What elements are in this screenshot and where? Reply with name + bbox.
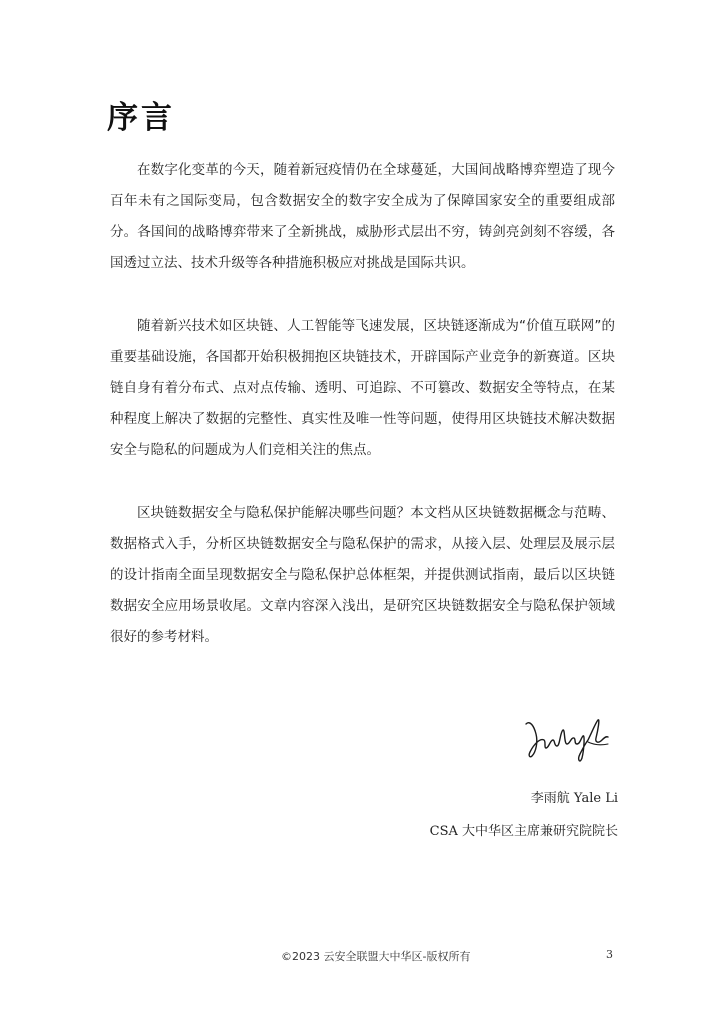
signatory-name: 李雨航 Yale Li: [530, 791, 618, 806]
page-footer: [0, 948, 724, 968]
page-number: 3: [606, 948, 613, 961]
paragraph-2: 随着新兴技术如区块链、人工智能等飞速发展，区块链逐渐成为“价值互联网”的重要基础设施，各国都开始积极拥抱区块链技术，开辟国际产业竞争的新赛道。区块链自身有着分布式、点对点传输、透明、可追踪、不可篡改、数据安全等特点，在某种程度上解决了数据的完整性、真实性及唯一性等问题，使得用区块链技术解决数据安全与隐私的问题成为人们竞相关注的焦点。: [110, 318, 615, 458]
signatory-title: CSA 大中华区主席兼研究院院长: [429, 824, 618, 839]
copyright-notice: ©2023 云安全联盟大中华区-版权所有: [281, 950, 471, 963]
paragraph-3: 区块链数据安全与隐私保护能解决哪些问题？本文档从区块链数据概念与范畴、数据格式入手，分析区块链数据安全与隐私保护的需求，从接入层、处理层及展示层的设计指南全面呈现数据安全与隐私保护总体框架，并提供测试指南，最后以区块链数据安全应用场景收尾。文章内容深入浅出，是研究区块链数据安全与隐私保护领域很好的参考材料。: [110, 505, 615, 645]
page-title: 序言: [107, 100, 175, 136]
handwritten-signature: [522, 710, 612, 770]
paragraph-1: 在数字化变革的今天，随着新冠疫情仍在全球蔓延，大国间战略博弈塑造了现今百年未有之国际变局，包含数据安全的数字安全成为了保障国家安全的重要组成部分。各国间的战略博弈带来了全新挑战，威胁形式层出不穷，铸剑亮剑刻不容缓，各国透过立法、技术升级等各种措施积极应对挑战是国际共识。: [110, 162, 615, 271]
